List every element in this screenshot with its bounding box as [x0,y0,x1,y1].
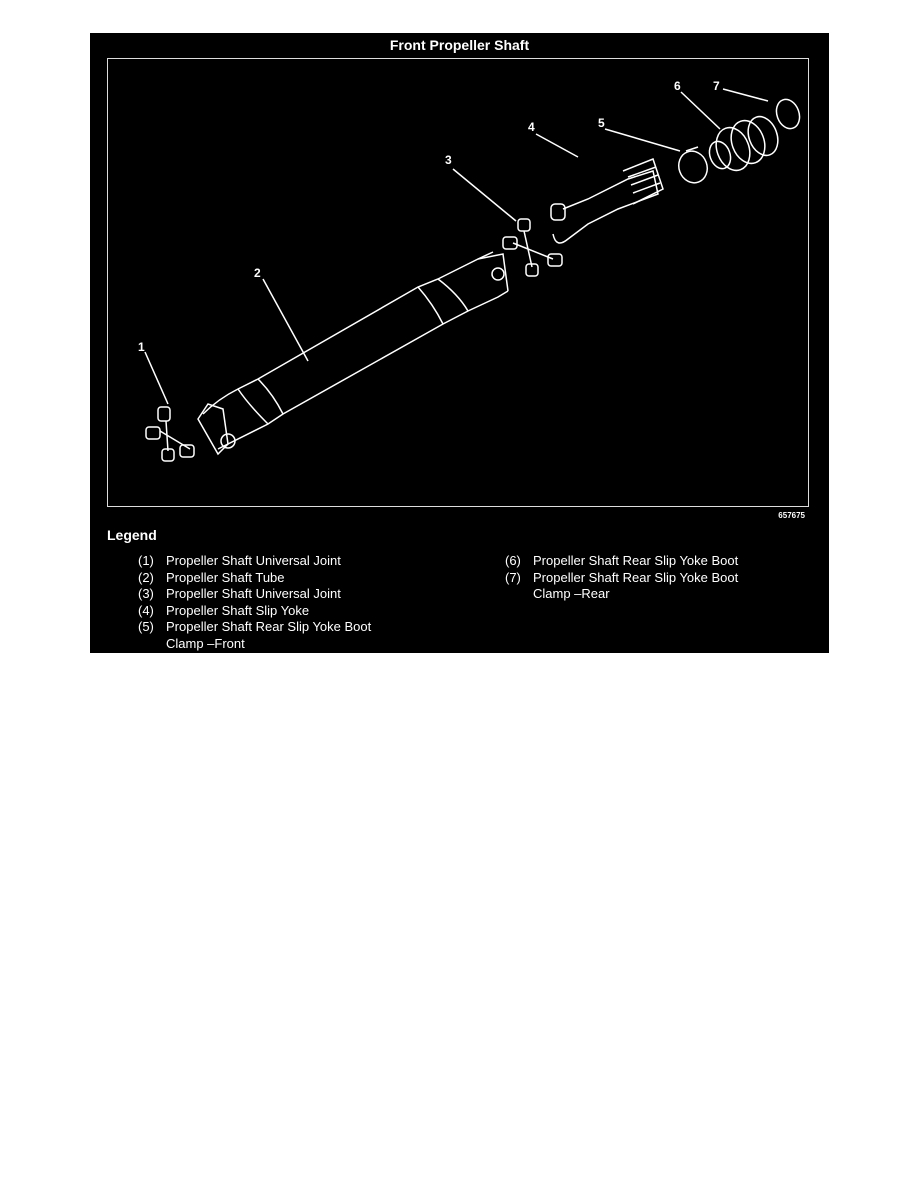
legend-item [138,570,401,587]
shaft-tube [198,252,508,454]
legend-text: Propeller Shaft Rear Slip Yoke Boot [533,553,739,568]
callout-3: 3 [445,153,452,167]
callout-1: 1 [138,340,145,354]
legend-title: Legend [107,527,157,543]
legend-item [138,586,401,603]
legend-text: Propeller Shaft Universal Joint [166,553,341,568]
legend-item [505,570,768,603]
legend-item [138,619,401,652]
legend-number: (3) [138,586,154,601]
figure-number: 657675 [778,511,805,520]
callout-6: 6 [674,79,681,93]
boot-clamp-front [674,147,711,187]
legend-number: (4) [138,602,154,618]
legend-item [138,553,401,570]
universal-joint-3 [503,219,562,276]
slip-yoke-boot [706,112,783,175]
universal-joint-1 [146,407,194,461]
callout-4: 4 [528,120,535,134]
legend-column-right [505,553,768,603]
legend-text: Propeller Shaft Universal Joint [166,586,341,601]
callout-7: 7 [713,79,720,93]
legend-number: (5) [138,619,154,634]
legend-number: (1) [138,553,154,568]
legend-text: Propeller Shaft Rear Slip Yoke Boot Clamp –Front [166,619,372,651]
boot-clamp-rear [773,96,804,132]
slip-yoke [551,159,663,243]
legend-text: Propeller Shaft Rear Slip Yoke Boot Clamp –Rear [533,569,739,601]
legend-column-left [138,553,401,652]
diagram-title: Front Propeller Shaft [389,37,530,53]
callout-2: 2 [254,266,261,280]
propeller-shaft-illustration [108,59,808,506]
legend-number: (2) [138,569,154,585]
legend-item [138,603,401,620]
legend-item [505,553,768,570]
diagram-panel [90,33,829,653]
illustration-frame [107,58,809,507]
legend-text: Propeller Shaft Slip Yoke [166,602,310,618]
legend-number: (7) [505,569,521,585]
legend-text: Propeller Shaft Tube [166,569,285,585]
legend-number: (6) [505,553,521,568]
callout-5: 5 [598,116,605,130]
